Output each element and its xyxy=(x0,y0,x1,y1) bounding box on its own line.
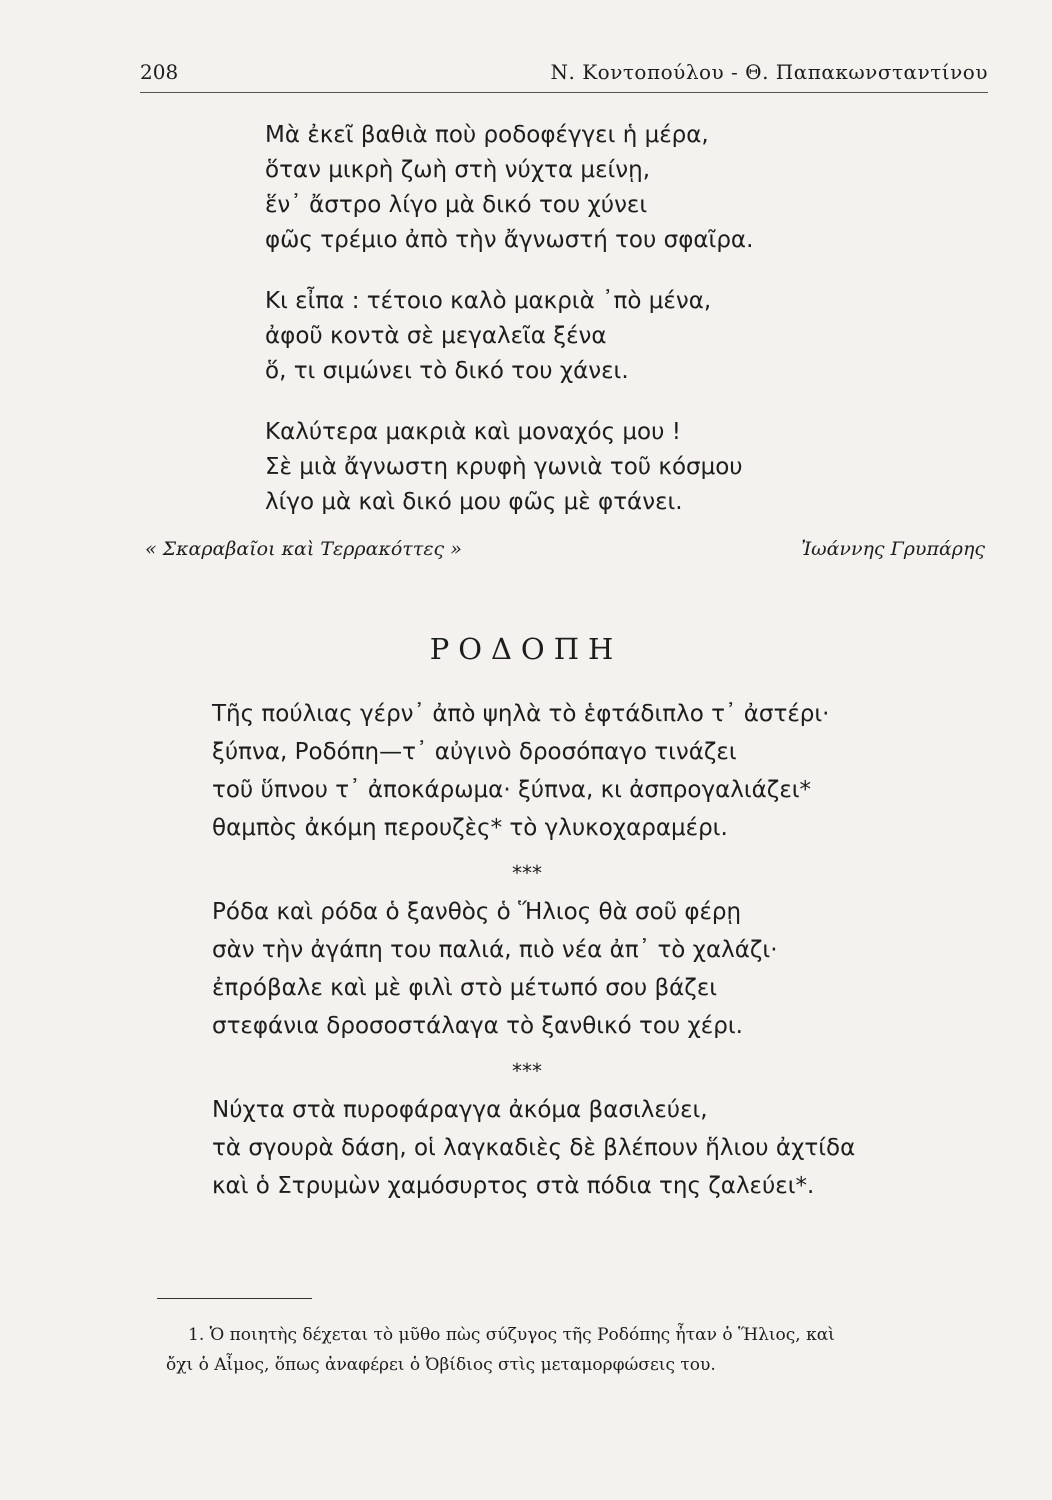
stanza xyxy=(212,1091,972,1205)
poet-name: Ἰωάννης Γρυπάρης xyxy=(801,538,985,560)
poem-line: σὰν τὴν ἀγάπη του παλιά, πιὸ νέα ἀπ᾿ τὸ χαλάζι· xyxy=(212,937,778,963)
stanza xyxy=(265,118,965,258)
poem-line: ὅ, τι σιμώνει τὸ δικό του χάνει. xyxy=(265,358,629,384)
attribution-row xyxy=(145,538,985,568)
poem-line: τὰ σγουρὰ δάση, οἱ λαγκαδιὲς δὲ βλέπουν ἥλιου ἀχτίδα xyxy=(212,1135,856,1161)
page-header xyxy=(140,60,988,90)
poem-line: ξύπνα, Ροδόπη—τ᾿ αὐγινὸ δροσόπαγο τινάζει xyxy=(212,739,737,765)
poem-line: Τῆς πούλιας γέρν᾿ ἀπὸ ψηλὰ τὸ ἑφτάδιπλο τ᾿ ἀστέρι· xyxy=(212,701,830,727)
poem-line: θαμπὸς ἀκόμη περουζὲς* τὸ γλυκοχαραμέρι. xyxy=(212,815,728,841)
poem-line: στεφάνια δροσοστάλαγα τὸ ξανθικό του χέρι. xyxy=(212,1013,743,1039)
poem-line: λίγο μὰ καὶ δικό μου φῶς μὲ φτάνει. xyxy=(265,489,683,515)
stanza-separator: *** xyxy=(512,1059,542,1083)
poem-line: Κι εἶπα : τέτοιο καλὸ μακριὰ ᾿πὸ μένα, xyxy=(265,288,712,314)
source-title: « Σκαραβαῖοι καὶ Τερρακόττες » xyxy=(145,538,462,560)
stanza xyxy=(212,695,972,847)
poem-line: Σὲ μιὰ ἄγνωστη κρυφὴ γωνιὰ τοῦ κόσμου xyxy=(265,454,743,480)
poem-line: ἕν᾿ ἄστρο λίγο μὰ δικό του χύνει xyxy=(265,192,648,218)
poem-line: ἀφοῦ κοντὰ σὲ μεγαλεῖα ξένα xyxy=(265,323,607,349)
poem-line: τοῦ ὕπνου τ᾿ ἀποκάρωμα· ξύπνα, κι ἀσπρογαλιάζει* xyxy=(212,777,812,803)
footnote-line: ὄχι ὁ Αἶμος, ὅπως ἀναφέρει ὁ Ὀβίδιος στὶς μεταμορφώσεις του. xyxy=(166,1355,716,1375)
poem-line: φῶς τρέμιο ἀπὸ τὴν ἄγνωστή του σφαῖρα. xyxy=(265,227,754,253)
footnote xyxy=(140,1320,1000,1380)
poem-rodopi xyxy=(212,695,972,1211)
poem-line: Νύχτα στὰ πυροφάραγγα ἀκόμα βασιλεύει, xyxy=(212,1097,708,1123)
poem-gryparis xyxy=(265,118,965,546)
footnote-line: 1. Ὁ ποιητὴς δέχεται τὸ μῦθο πὼς σύζυγος τῆς Ροδόπης ἦταν ὁ Ἥλιος, καὶ xyxy=(188,1325,835,1345)
stanza xyxy=(265,415,965,520)
footnote-rule xyxy=(157,1298,312,1299)
running-head: Ν. Κοντοπούλου - Θ. Παπακωνσταντίνου xyxy=(550,60,988,84)
poem-line: καὶ ὁ Στρυμὼν χαμόσυρτος στὰ πόδια της ζαλεύει*. xyxy=(212,1173,815,1199)
poem-line: ὅταν μικρὴ ζωὴ στὴ νύχτα μείνῃ, xyxy=(265,157,651,183)
poem-line: Ρόδα καὶ ρόδα ὁ ξανθὸς ὁ Ἥλιος θὰ σοῦ φέρῃ xyxy=(212,899,742,925)
poem-line: Μὰ ἐκεῖ βαθιὰ ποὺ ροδοφέγγει ἡ μέρα, xyxy=(265,122,709,148)
stanza-separator: *** xyxy=(512,861,542,885)
poem-line: ἐπρόβαλε καὶ μὲ φιλὶ στὸ μέτωπό σου βάζει xyxy=(212,975,718,1001)
header-rule xyxy=(140,92,988,93)
stanza xyxy=(212,893,972,1045)
stanza xyxy=(265,284,965,389)
poem-line: Καλύτερα μακριὰ καὶ μοναχός μου ! xyxy=(265,419,681,445)
page-number: 208 xyxy=(140,60,179,84)
poem-title: ΡΟΔΟΠΗ xyxy=(429,632,623,666)
